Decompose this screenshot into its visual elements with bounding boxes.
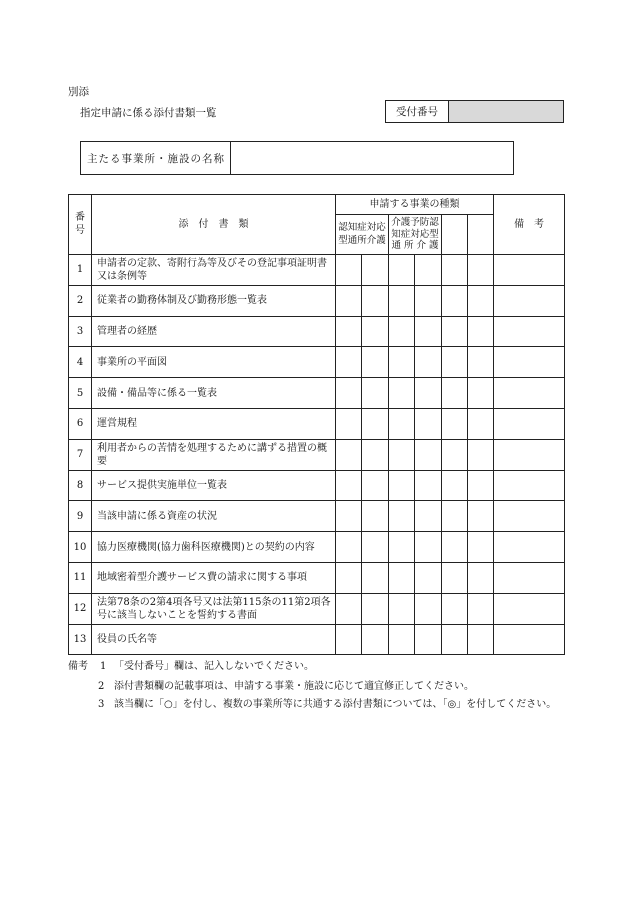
- receipt-number-label: 受付番号: [386, 101, 449, 122]
- service-check-cell[interactable]: [389, 470, 415, 501]
- service-check-cell[interactable]: [415, 439, 442, 470]
- service-check-cell[interactable]: [389, 316, 415, 347]
- row-document-name: 設備・備品等に係る一覧表: [92, 378, 336, 409]
- service-check-cell[interactable]: [336, 408, 362, 439]
- attachment-documents-table: [68, 194, 565, 655]
- service-check-cell[interactable]: [442, 378, 468, 409]
- header-remarks: 備 考: [494, 195, 565, 255]
- service-column-4: [468, 215, 494, 255]
- service-check-cell[interactable]: [415, 624, 442, 655]
- service-check-cell[interactable]: [362, 562, 389, 593]
- table-row: [69, 470, 565, 501]
- service-check-cell[interactable]: [336, 347, 362, 378]
- note-text: 添付書類欄の記載事項は、申請する事業・施設に応じて適宜修正してください。: [114, 681, 474, 692]
- table-row: [69, 347, 565, 378]
- service-check-cell[interactable]: [336, 501, 362, 532]
- service-check-cell[interactable]: [362, 255, 389, 286]
- row-number: 8: [69, 470, 92, 501]
- table-header-row-1: [69, 195, 565, 215]
- header-number-char-1: 番: [75, 212, 85, 223]
- row-number: 3: [69, 316, 92, 347]
- service-column-1-line-1: 認知症対応: [338, 222, 386, 234]
- note-number: 3: [98, 699, 105, 710]
- row-number: 6: [69, 408, 92, 439]
- service-check-cell[interactable]: [468, 532, 494, 563]
- remarks-cell[interactable]: [494, 562, 565, 593]
- service-check-cell[interactable]: [362, 532, 389, 563]
- service-check-cell[interactable]: [362, 378, 389, 409]
- service-check-cell[interactable]: [336, 532, 362, 563]
- remarks-cell[interactable]: [494, 255, 565, 286]
- service-check-cell[interactable]: [336, 285, 362, 316]
- service-check-cell[interactable]: [362, 439, 389, 470]
- service-check-cell[interactable]: [415, 378, 442, 409]
- service-check-cell[interactable]: [389, 624, 415, 655]
- remarks-cell[interactable]: [494, 532, 565, 563]
- service-check-cell[interactable]: [362, 347, 389, 378]
- service-column-2-line-3: 通 所 介 護: [391, 240, 439, 252]
- service-check-cell[interactable]: [442, 593, 468, 624]
- remarks-cell[interactable]: [494, 378, 565, 409]
- table-row: [69, 378, 565, 409]
- row-document-name: 協力医療機関(協力歯科医療機関)との契約の内容: [92, 532, 336, 563]
- service-check-cell[interactable]: [389, 347, 415, 378]
- table-row: [69, 624, 565, 655]
- row-document-name: 管理者の経歴: [92, 316, 336, 347]
- service-check-cell[interactable]: [442, 316, 468, 347]
- service-check-cell[interactable]: [468, 501, 494, 532]
- row-document-name: サービス提供実施単位一覧表: [92, 470, 336, 501]
- service-check-cell[interactable]: [362, 285, 389, 316]
- service-check-cell[interactable]: [336, 593, 362, 624]
- remarks-cell[interactable]: [494, 593, 565, 624]
- service-check-cell[interactable]: [389, 439, 415, 470]
- row-number: 12: [69, 593, 92, 624]
- table-row: [69, 255, 565, 286]
- service-check-cell[interactable]: [336, 470, 362, 501]
- row-number: 13: [69, 624, 92, 655]
- table-row: [69, 285, 565, 316]
- receipt-number-field[interactable]: [449, 101, 563, 122]
- service-column-1: [336, 215, 389, 255]
- row-document-name: 役員の氏名等: [92, 624, 336, 655]
- service-column-2-line-2: 知症対応型: [391, 228, 439, 240]
- service-check-cell[interactable]: [415, 255, 442, 286]
- service-check-cell[interactable]: [468, 316, 494, 347]
- remarks-cell[interactable]: [494, 347, 565, 378]
- note-text: 該当欄に「○」を付し、複数の事業所等に共通する添付書類については、「◎」を付してください。: [114, 699, 557, 710]
- remarks-cell[interactable]: [494, 501, 565, 532]
- row-document-name: 申請者の定款、寄附行為等及びその登記事項証明書又は条例等: [92, 255, 336, 286]
- notes-label: 備考: [68, 661, 88, 672]
- service-check-cell[interactable]: [389, 532, 415, 563]
- receipt-number-box: [385, 100, 564, 123]
- facility-name-box: [80, 141, 514, 175]
- service-check-cell[interactable]: [389, 408, 415, 439]
- table-row: [69, 532, 565, 563]
- service-check-cell[interactable]: [336, 316, 362, 347]
- attachment-label: 別添: [68, 86, 89, 98]
- service-check-cell[interactable]: [468, 624, 494, 655]
- facility-name-field[interactable]: [231, 142, 513, 174]
- service-check-cell[interactable]: [336, 255, 362, 286]
- service-check-cell[interactable]: [415, 470, 442, 501]
- row-number: 1: [69, 255, 92, 286]
- service-check-cell[interactable]: [389, 562, 415, 593]
- table-row: [69, 593, 565, 624]
- service-check-cell[interactable]: [468, 347, 494, 378]
- row-document-name: 法第78条の2第4項各号又は法第115条の11第2項各号に該当しないことを誓約する書面: [92, 593, 336, 624]
- header-number: [69, 195, 92, 255]
- table-row: [69, 316, 565, 347]
- row-number: 4: [69, 347, 92, 378]
- service-check-cell[interactable]: [442, 501, 468, 532]
- service-check-cell[interactable]: [468, 378, 494, 409]
- row-number: 10: [69, 532, 92, 563]
- service-check-cell[interactable]: [415, 501, 442, 532]
- service-column-1-line-2: 型通所介護: [338, 234, 386, 246]
- note-text: 「受付番号」欄は、記入しないでください。: [114, 661, 314, 672]
- service-check-cell[interactable]: [442, 532, 468, 563]
- remarks-cell[interactable]: [494, 316, 565, 347]
- row-document-name: 当該申請に係る資産の状況: [92, 501, 336, 532]
- service-check-cell[interactable]: [389, 285, 415, 316]
- service-check-cell[interactable]: [415, 347, 442, 378]
- header-service-types: 申請する事業の種類: [336, 195, 494, 215]
- remarks-cell[interactable]: [494, 470, 565, 501]
- service-check-cell[interactable]: [336, 562, 362, 593]
- row-number: 2: [69, 285, 92, 316]
- service-check-cell[interactable]: [442, 408, 468, 439]
- service-check-cell[interactable]: [415, 562, 442, 593]
- header-documents: 添 付 書 類: [92, 195, 336, 255]
- remarks-cell[interactable]: [494, 439, 565, 470]
- row-document-name: 運営規程: [92, 408, 336, 439]
- service-check-cell[interactable]: [362, 593, 389, 624]
- remarks-cell[interactable]: [494, 285, 565, 316]
- service-check-cell[interactable]: [415, 408, 442, 439]
- header-number-char-2: 号: [75, 224, 85, 236]
- service-check-cell[interactable]: [415, 285, 442, 316]
- service-check-cell[interactable]: [362, 501, 389, 532]
- service-check-cell[interactable]: [442, 624, 468, 655]
- service-check-cell[interactable]: [362, 624, 389, 655]
- service-check-cell[interactable]: [442, 255, 468, 286]
- table-row: [69, 408, 565, 439]
- service-check-cell[interactable]: [389, 378, 415, 409]
- service-check-cell[interactable]: [336, 624, 362, 655]
- service-check-cell[interactable]: [442, 285, 468, 316]
- service-check-cell[interactable]: [442, 470, 468, 501]
- service-check-cell[interactable]: [468, 439, 494, 470]
- service-check-cell[interactable]: [468, 408, 494, 439]
- note-number: 2: [98, 681, 105, 692]
- row-number: 9: [69, 501, 92, 532]
- service-check-cell[interactable]: [336, 378, 362, 409]
- service-column-2-line-1: 介護予防認: [391, 216, 439, 228]
- note-number: 1: [100, 661, 107, 672]
- service-check-cell[interactable]: [468, 470, 494, 501]
- service-check-cell[interactable]: [362, 408, 389, 439]
- table-row: [69, 439, 565, 470]
- service-check-cell[interactable]: [468, 285, 494, 316]
- row-document-name: 利用者からの苦情を処理するために講ずる措置の概要: [92, 439, 336, 470]
- service-check-cell[interactable]: [415, 593, 442, 624]
- remarks-cell[interactable]: [494, 408, 565, 439]
- service-check-cell[interactable]: [468, 562, 494, 593]
- row-number: 5: [69, 378, 92, 409]
- table-body: [69, 255, 565, 655]
- service-check-cell[interactable]: [389, 501, 415, 532]
- service-check-cell[interactable]: [442, 439, 468, 470]
- service-check-cell[interactable]: [336, 439, 362, 470]
- service-check-cell[interactable]: [442, 347, 468, 378]
- service-check-cell[interactable]: [415, 316, 442, 347]
- table-row: [69, 562, 565, 593]
- remarks-cell[interactable]: [494, 624, 565, 655]
- row-number: 11: [69, 562, 92, 593]
- row-document-name: 従業者の勤務体制及び勤務形態一覧表: [92, 285, 336, 316]
- service-check-cell[interactable]: [468, 593, 494, 624]
- row-document-name: 事業所の平面図: [92, 347, 336, 378]
- service-column-2: [389, 215, 442, 255]
- service-check-cell[interactable]: [415, 532, 442, 563]
- document-title: 指定申請に係る添付書類一覧: [80, 107, 217, 119]
- service-column-3: [442, 215, 468, 255]
- service-check-cell[interactable]: [468, 255, 494, 286]
- service-check-cell[interactable]: [442, 562, 468, 593]
- service-check-cell[interactable]: [362, 316, 389, 347]
- service-check-cell[interactable]: [389, 255, 415, 286]
- row-number: 7: [69, 439, 92, 470]
- service-check-cell[interactable]: [389, 593, 415, 624]
- table-row: [69, 501, 565, 532]
- row-document-name: 地域密着型介護サービス費の請求に関する事項: [92, 562, 336, 593]
- facility-name-label: 主たる事業所・施設の名称: [81, 142, 231, 174]
- service-check-cell[interactable]: [362, 470, 389, 501]
